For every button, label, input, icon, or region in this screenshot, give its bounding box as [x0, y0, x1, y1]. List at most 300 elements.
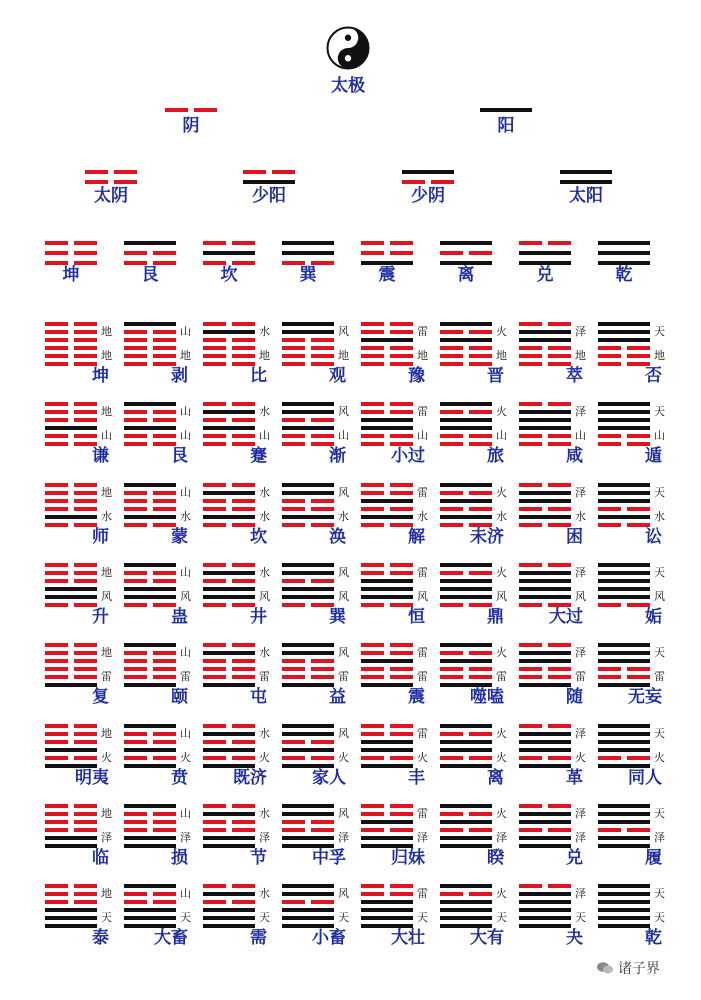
hexagram-line [232, 418, 255, 422]
hexagram-line [45, 828, 68, 832]
hexagram-line [124, 820, 147, 824]
hexagram-line [232, 740, 255, 744]
hexagram-line [627, 828, 650, 832]
hexagram-line [282, 820, 305, 824]
hexagram-line [45, 346, 68, 350]
hexagram-line [519, 651, 571, 655]
hexagram-name: 中孚 [312, 848, 346, 868]
hexagram-line [390, 402, 413, 406]
hexagram-name: 姤 [645, 607, 662, 627]
hexagram-line [519, 724, 542, 728]
hexagram-line [627, 354, 650, 358]
trigram-line [519, 251, 571, 255]
trigram-line [74, 241, 97, 245]
hexagram-line [124, 651, 147, 655]
hexagram-line [124, 667, 147, 671]
hexagram-line [282, 491, 334, 495]
hexagram-line [203, 418, 226, 422]
hexagram-line [282, 732, 334, 736]
hexagram-line [203, 732, 255, 736]
hexagram-line [282, 836, 334, 840]
hexagram-line [598, 732, 650, 736]
hexagram-line [203, 748, 255, 752]
hexagram-line [203, 354, 226, 358]
lower-trigram-symbol: 水 [180, 510, 191, 523]
hexagram-line [440, 579, 492, 583]
hexagram-line [232, 563, 255, 567]
hexagram-line [45, 322, 68, 326]
lower-trigram-symbol: 雷 [101, 670, 112, 683]
lower-trigram-symbol: 地 [180, 349, 191, 362]
upper-trigram-symbol: 泽 [575, 887, 586, 900]
hexagram-line [469, 675, 492, 679]
upper-trigram-symbol: 地 [101, 887, 112, 900]
hexagram-line [548, 563, 571, 567]
upper-trigram-symbol: 天 [654, 807, 665, 820]
hexagram-line [45, 410, 68, 414]
hexagram-line [282, 643, 334, 647]
hexagram-line [440, 667, 463, 671]
hexagram-line [45, 732, 68, 736]
hexagram-line [45, 740, 68, 744]
hexagram-line [282, 667, 305, 671]
hexagram-line [361, 322, 384, 326]
lower-trigram-symbol: 泽 [180, 831, 191, 844]
hexagram-line [45, 515, 97, 519]
four-image-label: 太阳 [569, 186, 603, 206]
hexagram-line [598, 804, 650, 808]
yin-symbol [165, 108, 188, 112]
lower-trigram-symbol: 风 [338, 590, 349, 603]
upper-trigram-symbol: 地 [101, 807, 112, 820]
hexagram-line [232, 659, 255, 663]
upper-trigram-symbol: 雷 [417, 807, 428, 820]
hexagram-line [232, 507, 255, 511]
hexagram-line [469, 828, 492, 832]
hexagram-line [311, 756, 334, 760]
hexagram-line [598, 812, 650, 816]
hexagram-line [232, 499, 255, 503]
hexagram-line [124, 587, 176, 591]
trigram-label: 坎 [220, 265, 238, 285]
hexagram-line [124, 434, 147, 438]
hexagram-line [45, 908, 97, 912]
hexagram-line [153, 651, 176, 655]
hexagram-line [519, 410, 571, 414]
hexagram-line [440, 828, 463, 832]
lower-trigram-symbol: 天 [338, 911, 349, 924]
hexagram-line [311, 346, 334, 350]
hexagram-line [153, 732, 176, 736]
hexagram-line [361, 828, 384, 832]
hexagram-name: 复 [92, 687, 109, 707]
hexagram-line [361, 836, 413, 840]
hexagram-name: 未济 [470, 527, 504, 547]
hexagram-line [124, 322, 176, 326]
hexagram-name: 萃 [566, 366, 583, 386]
taiji-icon [326, 26, 370, 70]
upper-trigram-symbol: 地 [101, 405, 112, 418]
hexagram-line [519, 892, 571, 896]
hexagram-name: 剥 [171, 366, 188, 386]
hexagram-line [124, 884, 176, 888]
hexagram-line [282, 884, 334, 888]
hexagram-line [153, 418, 176, 422]
hexagram-line [598, 426, 650, 430]
hexagram-name: 屯 [250, 687, 267, 707]
hexagram-line [124, 908, 176, 912]
hexagram-line [74, 667, 97, 671]
lower-trigram-symbol: 地 [101, 349, 112, 362]
trigram-line [45, 241, 68, 245]
hexagram-line [232, 483, 255, 487]
hexagram-line [74, 828, 97, 832]
hexagram-line [519, 748, 571, 752]
lower-trigram-symbol: 雷 [417, 670, 428, 683]
hexagram-line [74, 820, 97, 824]
hexagram-line [153, 434, 176, 438]
hexagram-line [45, 330, 68, 334]
hexagram-name: 涣 [329, 527, 346, 547]
hexagram-line [598, 820, 650, 824]
hexagram-name: 既济 [233, 768, 267, 788]
hexagram-line [124, 812, 147, 816]
lower-trigram-symbol: 泽 [654, 831, 665, 844]
hexagram-line [74, 410, 97, 414]
hexagram-line [548, 346, 571, 350]
hexagram-line [598, 748, 650, 752]
hexagram-name: 革 [566, 768, 583, 788]
upper-trigram-symbol: 火 [496, 325, 507, 338]
hexagram-line [440, 330, 463, 334]
hexagram-name: 归妹 [391, 848, 425, 868]
hexagram-line [153, 410, 176, 414]
hexagram-line [598, 515, 650, 519]
trigram-line [282, 241, 334, 245]
trigram-label: 艮 [141, 265, 159, 285]
hexagram-line [153, 667, 176, 671]
hexagram-name: 同人 [628, 768, 662, 788]
hexagram-line [74, 804, 97, 808]
hexagram-line [390, 828, 413, 832]
hexagram-line [203, 499, 226, 503]
hexagram-line [440, 740, 492, 744]
hexagram-line [519, 740, 571, 744]
lower-trigram-symbol: 火 [259, 751, 270, 764]
hexagram-name: 谦 [92, 446, 109, 466]
hexagram-line [282, 410, 334, 414]
trigram-line [390, 251, 413, 255]
hexagram-line [361, 820, 413, 824]
hexagram-line [598, 402, 650, 406]
upper-trigram-symbol: 风 [338, 727, 349, 740]
lower-trigram-symbol: 火 [654, 751, 665, 764]
hexagram-line [361, 571, 384, 575]
hexagram-name: 坎 [250, 527, 267, 547]
hexagram-name: 师 [92, 527, 109, 547]
hexagram-line [361, 643, 384, 647]
hexagram-name: 大壮 [391, 928, 425, 948]
hexagram-line [282, 756, 305, 760]
hexagram-line [311, 354, 334, 358]
hexagram-line [232, 643, 255, 647]
hexagram-line [361, 812, 384, 816]
hexagram-line [519, 579, 571, 583]
hexagram-line [440, 900, 492, 904]
hexagram-line [361, 483, 384, 487]
hexagram-line [282, 908, 334, 912]
hexagram-line [469, 651, 492, 655]
hexagram-line [361, 916, 413, 920]
hexagram-line [124, 426, 176, 430]
hexagram-line [203, 812, 255, 816]
hexagram-line [440, 346, 463, 350]
hexagram-line [548, 322, 571, 326]
four-image-line [243, 170, 266, 174]
hexagram-line [519, 812, 571, 816]
hexagram-line [390, 563, 413, 567]
taiji-label: 太极 [331, 76, 365, 96]
hexagram-name: 小过 [391, 446, 425, 466]
hexagram-name: 豫 [408, 366, 425, 386]
hexagram-line [232, 579, 255, 583]
lower-trigram-symbol: 火 [496, 751, 507, 764]
trigram-label: 离 [457, 265, 475, 285]
hexagram-name: 蒙 [171, 527, 188, 547]
hexagram-line [361, 346, 384, 350]
hexagram-line [519, 884, 542, 888]
upper-trigram-symbol: 水 [259, 727, 270, 740]
hexagram-line [361, 748, 413, 752]
hexagram-line [203, 724, 226, 728]
trigram-line [203, 251, 255, 255]
hexagram-line [627, 756, 650, 760]
hexagram-name: 咸 [566, 446, 583, 466]
lower-trigram-symbol: 火 [338, 751, 349, 764]
hexagram-line [124, 563, 176, 567]
hexagram-line [390, 346, 413, 350]
hexagram-line [203, 579, 226, 583]
hexagram-name: 渐 [329, 446, 346, 466]
lower-trigram-symbol: 泽 [417, 831, 428, 844]
hexagram-name: 节 [250, 848, 267, 868]
upper-trigram-symbol: 雷 [417, 325, 428, 338]
hexagram-line [440, 820, 492, 824]
hexagram-name: 晋 [487, 366, 504, 386]
hexagram-line [74, 643, 97, 647]
hexagram-line [203, 651, 255, 655]
hexagram-line [153, 820, 176, 824]
hexagram-line [361, 732, 384, 736]
hexagram-line [361, 659, 413, 663]
hexagram-line [232, 402, 255, 406]
upper-trigram-symbol: 天 [654, 887, 665, 900]
upper-trigram-symbol: 风 [338, 646, 349, 659]
hexagram-line [124, 338, 147, 342]
hexagram-line [74, 418, 97, 422]
hexagram-line [74, 740, 97, 744]
hexagram-line [598, 908, 650, 912]
hexagram-line [153, 828, 176, 832]
hexagram-line [440, 499, 492, 503]
hexagram-line [124, 916, 176, 920]
upper-trigram-symbol: 雷 [417, 887, 428, 900]
hexagram-name: 噬嗑 [470, 687, 504, 707]
lower-trigram-symbol: 山 [417, 429, 428, 442]
hexagram-line [282, 828, 305, 832]
hexagram-line [519, 587, 571, 591]
hexagram-line [440, 483, 492, 487]
hexagram-line [361, 587, 413, 591]
hexagram-line [74, 338, 97, 342]
hexagram-line [361, 338, 413, 342]
hexagram-line [124, 515, 176, 519]
hexagram-line [361, 724, 384, 728]
hexagram-line [440, 659, 492, 663]
hexagram-name: 兑 [566, 848, 583, 868]
hexagram-line [440, 916, 492, 920]
four-image-line [402, 170, 454, 174]
hexagram-line [124, 354, 147, 358]
hexagram-line [311, 900, 334, 904]
lower-trigram-symbol: 雷 [575, 670, 586, 683]
hexagram-line [153, 330, 176, 334]
hexagram-line [440, 908, 492, 912]
hexagram-name: 需 [250, 928, 267, 948]
hexagram-line [282, 587, 334, 591]
hexagram-line [124, 828, 147, 832]
hexagram-line [282, 804, 334, 808]
upper-trigram-symbol: 地 [101, 727, 112, 740]
trigram-line [440, 241, 492, 245]
trigram-label: 乾 [615, 265, 633, 285]
hexagram-line [124, 740, 147, 744]
trigram-line [469, 251, 492, 255]
hexagram-line [390, 571, 413, 575]
trigram-line [390, 241, 413, 245]
hexagram-line [519, 675, 542, 679]
lower-trigram-symbol: 风 [496, 590, 507, 603]
hexagram-line [282, 659, 305, 663]
hexagram-name: 震 [408, 687, 425, 707]
hexagram-line [232, 354, 255, 358]
hexagram-line [203, 828, 226, 832]
hexagram-name: 丰 [408, 768, 425, 788]
hexagram-line [598, 587, 650, 591]
hexagram-line [203, 434, 226, 438]
hexagram-line [548, 434, 571, 438]
hexagram-line [519, 820, 571, 824]
hexagram-line [548, 354, 571, 358]
lower-trigram-symbol: 风 [654, 590, 665, 603]
hexagram-name: 井 [250, 607, 267, 627]
hexagram-line [232, 346, 255, 350]
trigram-line [548, 241, 571, 245]
lower-trigram-symbol: 雷 [259, 670, 270, 683]
hexagram-line [311, 418, 334, 422]
hexagram-line [440, 418, 492, 422]
hexagram-line [598, 643, 650, 647]
hexagram-line [440, 812, 463, 816]
hexagram-line [74, 900, 97, 904]
trigram-label: 坤 [62, 265, 80, 285]
hexagram-line [74, 659, 97, 663]
hexagram-line [203, 410, 255, 414]
hexagram-line [598, 434, 621, 438]
hexagram-line [45, 563, 68, 567]
hexagram-line [124, 330, 147, 334]
upper-trigram-symbol: 泽 [575, 405, 586, 418]
four-image-label: 太阴 [94, 186, 128, 206]
hexagram-line [45, 426, 97, 430]
upper-trigram-symbol: 火 [496, 807, 507, 820]
hexagram-line [390, 507, 413, 511]
lower-trigram-symbol: 天 [259, 911, 270, 924]
lower-trigram-symbol: 水 [496, 510, 507, 523]
hexagram-line [361, 426, 413, 430]
hexagram-line [440, 491, 463, 495]
upper-trigram-symbol: 风 [338, 405, 349, 418]
hexagram-line [74, 563, 97, 567]
hexagram-line [74, 322, 97, 326]
upper-trigram-symbol: 地 [101, 486, 112, 499]
trigram-label: 巽 [299, 265, 317, 285]
hexagram-line [153, 675, 176, 679]
hexagram-line [203, 330, 255, 334]
watermark-text: 诸子界 [618, 961, 660, 977]
hexagram-line [390, 651, 413, 655]
hexagram-line [203, 892, 255, 896]
hexagram-line [440, 426, 492, 430]
hexagram-line [519, 491, 571, 495]
hexagram-line [45, 916, 97, 920]
hexagram-line [282, 740, 305, 744]
hexagram-line [124, 402, 176, 406]
hexagram-line [440, 322, 492, 326]
hexagram-line [124, 483, 176, 487]
hexagram-line [124, 346, 147, 350]
hexagram-line [361, 579, 413, 583]
hexagram-name: 遁 [645, 446, 662, 466]
hexagram-line [282, 748, 334, 752]
hexagram-line [390, 724, 413, 728]
hexagram-line [519, 507, 542, 511]
hexagram-line [45, 483, 68, 487]
lower-trigram-symbol: 地 [417, 349, 428, 362]
hexagram-line [519, 426, 571, 430]
hexagram-line [282, 330, 334, 334]
hexagram-line [469, 346, 492, 350]
upper-trigram-symbol: 水 [259, 566, 270, 579]
lower-trigram-symbol: 水 [654, 510, 665, 523]
hexagram-line [598, 483, 650, 487]
trigram-line [232, 241, 255, 245]
hexagram-line [361, 804, 384, 808]
hexagram-name: 睽 [487, 848, 504, 868]
hexagram-line [203, 740, 226, 744]
hexagram-name: 泰 [92, 928, 109, 948]
hexagram-line [361, 667, 384, 671]
hexagram-line [519, 756, 542, 760]
hexagram-line [548, 483, 571, 487]
hexagram-line [469, 732, 492, 736]
hexagram-line [45, 804, 68, 808]
hexagram-line [519, 434, 542, 438]
hexagram-line [203, 820, 226, 824]
upper-trigram-symbol: 山 [180, 566, 191, 579]
hexagram-line [390, 410, 413, 414]
hexagram-line [203, 507, 226, 511]
